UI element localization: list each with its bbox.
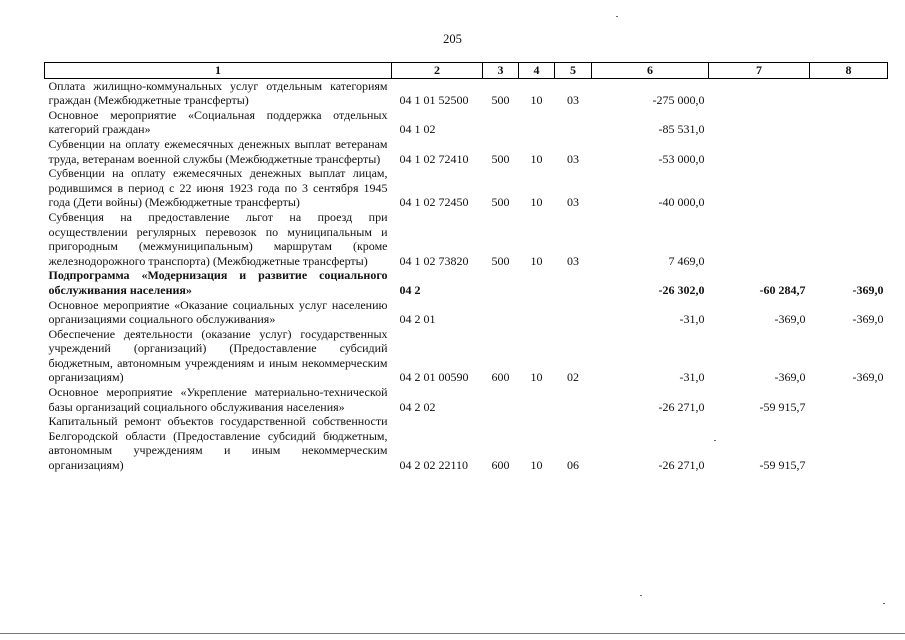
scan-speck bbox=[883, 603, 885, 604]
column-header-3: 3 bbox=[483, 63, 519, 79]
row-code: 04 2 01 bbox=[399, 312, 436, 327]
row-name: Субвенции на оплату ежемесячных денежных выплат ветеранам труда, ветеранам военной службы (Межбюджетные трансферты) bbox=[48, 136, 388, 166]
row-col6: -53 000,0 bbox=[658, 151, 705, 166]
row-code: 04 2 02 bbox=[399, 399, 436, 414]
row-name: Основное мероприятие «Оказание социальных услуг населению организациями социального обслуживания» bbox=[48, 297, 388, 327]
row-code: 04 1 01 52500 bbox=[399, 93, 469, 108]
table-header bbox=[45, 63, 888, 79]
scan-speck bbox=[616, 16, 618, 17]
column-header-1: 1 bbox=[45, 63, 392, 79]
row-name: Оплата жилищно-коммунальных услуг отдельным категориям граждан (Межбюджетные трансферты) bbox=[48, 78, 388, 108]
column-header-4: 4 bbox=[519, 63, 555, 79]
row-name: Субвенция на предоставление льгот на проезд при осуществлении регулярных перевозок по муниципальным и пригородным (межмуниципальным) маршрутам (кроме железнодорожного транспорта) (Межбюджетные трансферты) bbox=[48, 209, 388, 268]
row-col7: -60 284,7 bbox=[759, 282, 806, 297]
row-col5 bbox=[555, 385, 592, 414]
row-col8: -369,0 bbox=[852, 282, 884, 297]
row-col8: -369,0 bbox=[852, 312, 884, 327]
table-row bbox=[45, 327, 888, 385]
row-col7 bbox=[709, 210, 810, 268]
row-col8: -369,0 bbox=[852, 370, 884, 385]
table-row bbox=[45, 414, 888, 472]
table-row bbox=[45, 210, 888, 268]
column-header-8: 8 bbox=[810, 63, 888, 79]
row-col7 bbox=[709, 78, 810, 108]
row-name: Основное мероприятие «Укрепление материально-технической базы организаций социального обслуживания населения» bbox=[48, 385, 388, 414]
column-header-7: 7 bbox=[709, 63, 810, 79]
scan-speck bbox=[714, 440, 716, 441]
row-col8 bbox=[810, 137, 888, 166]
row-code: 04 1 02 73820 bbox=[399, 253, 469, 268]
row-col8 bbox=[810, 414, 888, 472]
row-code: 04 1 02 bbox=[399, 122, 436, 137]
row-col5: 03 bbox=[567, 151, 579, 166]
row-col3: 500 bbox=[491, 195, 510, 210]
row-col5: 03 bbox=[567, 195, 579, 210]
row-col4 bbox=[519, 108, 555, 137]
row-col3: 500 bbox=[491, 93, 510, 108]
table-row bbox=[45, 385, 888, 414]
row-col4 bbox=[519, 385, 555, 414]
row-col8 bbox=[810, 108, 888, 137]
row-col5 bbox=[555, 298, 592, 327]
row-col7: -59 915,7 bbox=[759, 399, 806, 414]
row-col6: -26 302,0 bbox=[658, 282, 705, 297]
row-col5: 02 bbox=[567, 370, 579, 385]
row-code: 04 1 02 72410 bbox=[399, 151, 469, 166]
row-col4 bbox=[519, 298, 555, 327]
row-col4: 10 bbox=[530, 195, 543, 210]
row-name: Капитальный ремонт объектов государственной собственности Белгородской области (Предоставление субсидий бюджетным, автономным учреждениям и иным некоммерческим организациям) bbox=[48, 414, 388, 473]
table-row bbox=[45, 108, 888, 137]
row-col4: 10 bbox=[530, 93, 543, 108]
row-col4: 10 bbox=[530, 253, 543, 268]
table-row bbox=[45, 298, 888, 327]
row-col4: 10 bbox=[530, 151, 543, 166]
table-row bbox=[45, 137, 888, 166]
row-col7: -369,0 bbox=[774, 312, 806, 327]
row-col7: -369,0 bbox=[774, 370, 806, 385]
row-col3: 600 bbox=[491, 370, 510, 385]
column-header-5: 5 bbox=[555, 63, 592, 79]
row-code: 04 2 01 00590 bbox=[399, 370, 469, 385]
row-col4: 10 bbox=[530, 458, 543, 473]
row-name: Обеспечение деятельности (оказание услуг) государственных учреждений (организаций) (Предоставление субсидий бюджетным, автономным учреждениям и иным некоммерческим организациям) bbox=[48, 326, 388, 385]
page-bottom-edge bbox=[0, 633, 905, 634]
row-col6: -31,0 bbox=[679, 370, 705, 385]
row-col4: 10 bbox=[530, 370, 543, 385]
table-body bbox=[45, 78, 888, 473]
row-code: 04 2 02 22110 bbox=[399, 458, 469, 473]
row-col8 bbox=[810, 78, 888, 108]
row-col5 bbox=[555, 108, 592, 137]
row-col6: 7 469,0 bbox=[668, 253, 705, 268]
row-col5: 03 bbox=[567, 93, 579, 108]
row-col6: -31,0 bbox=[679, 312, 705, 327]
row-name: Основное мероприятие «Социальная поддержка отдельных категорий граждан» bbox=[48, 107, 388, 137]
table-row bbox=[45, 166, 888, 210]
row-col3 bbox=[483, 268, 519, 297]
row-col8 bbox=[810, 385, 888, 414]
row-col6: -85 531,0 bbox=[658, 122, 705, 137]
row-col5: 06 bbox=[567, 458, 579, 473]
row-col5: 03 bbox=[567, 253, 579, 268]
row-name: Подпрограмма «Модернизация и развитие социального обслуживания населения» bbox=[48, 268, 388, 297]
row-code: 04 1 02 72450 bbox=[399, 195, 469, 210]
row-col4 bbox=[519, 268, 555, 297]
row-col5 bbox=[555, 268, 592, 297]
scan-speck bbox=[640, 595, 642, 596]
table-row bbox=[45, 78, 888, 108]
row-col6: -275 000,0 bbox=[652, 93, 705, 108]
row-col3 bbox=[483, 385, 519, 414]
row-col8 bbox=[810, 210, 888, 268]
row-code: 04 2 bbox=[399, 282, 421, 297]
row-col7 bbox=[709, 137, 810, 166]
budget-table bbox=[44, 62, 888, 473]
column-header-2: 2 bbox=[392, 63, 483, 79]
row-col7 bbox=[709, 166, 810, 210]
row-col6: -26 271,0 bbox=[658, 458, 705, 473]
row-col6: -40 000,0 bbox=[658, 195, 705, 210]
row-col3: 500 bbox=[491, 151, 510, 166]
row-col7: -59 915,7 bbox=[759, 458, 806, 473]
row-name: Субвенции на оплату ежемесячных денежных выплат лицам, родившимся в период с 22 июня 1923 года по 3 сентября 1945 года (Дети войны) (Межбюджетные трансферты) bbox=[48, 166, 388, 210]
row-col6: -26 271,0 bbox=[658, 399, 705, 414]
table-row bbox=[45, 268, 888, 297]
row-col3: 600 bbox=[491, 458, 510, 473]
row-col8 bbox=[810, 166, 888, 210]
page-number: 205 bbox=[443, 32, 462, 46]
row-col3: 500 bbox=[491, 253, 510, 268]
column-header-6: 6 bbox=[592, 63, 709, 79]
row-col3 bbox=[483, 298, 519, 327]
row-col3 bbox=[483, 108, 519, 137]
row-col7 bbox=[709, 108, 810, 137]
